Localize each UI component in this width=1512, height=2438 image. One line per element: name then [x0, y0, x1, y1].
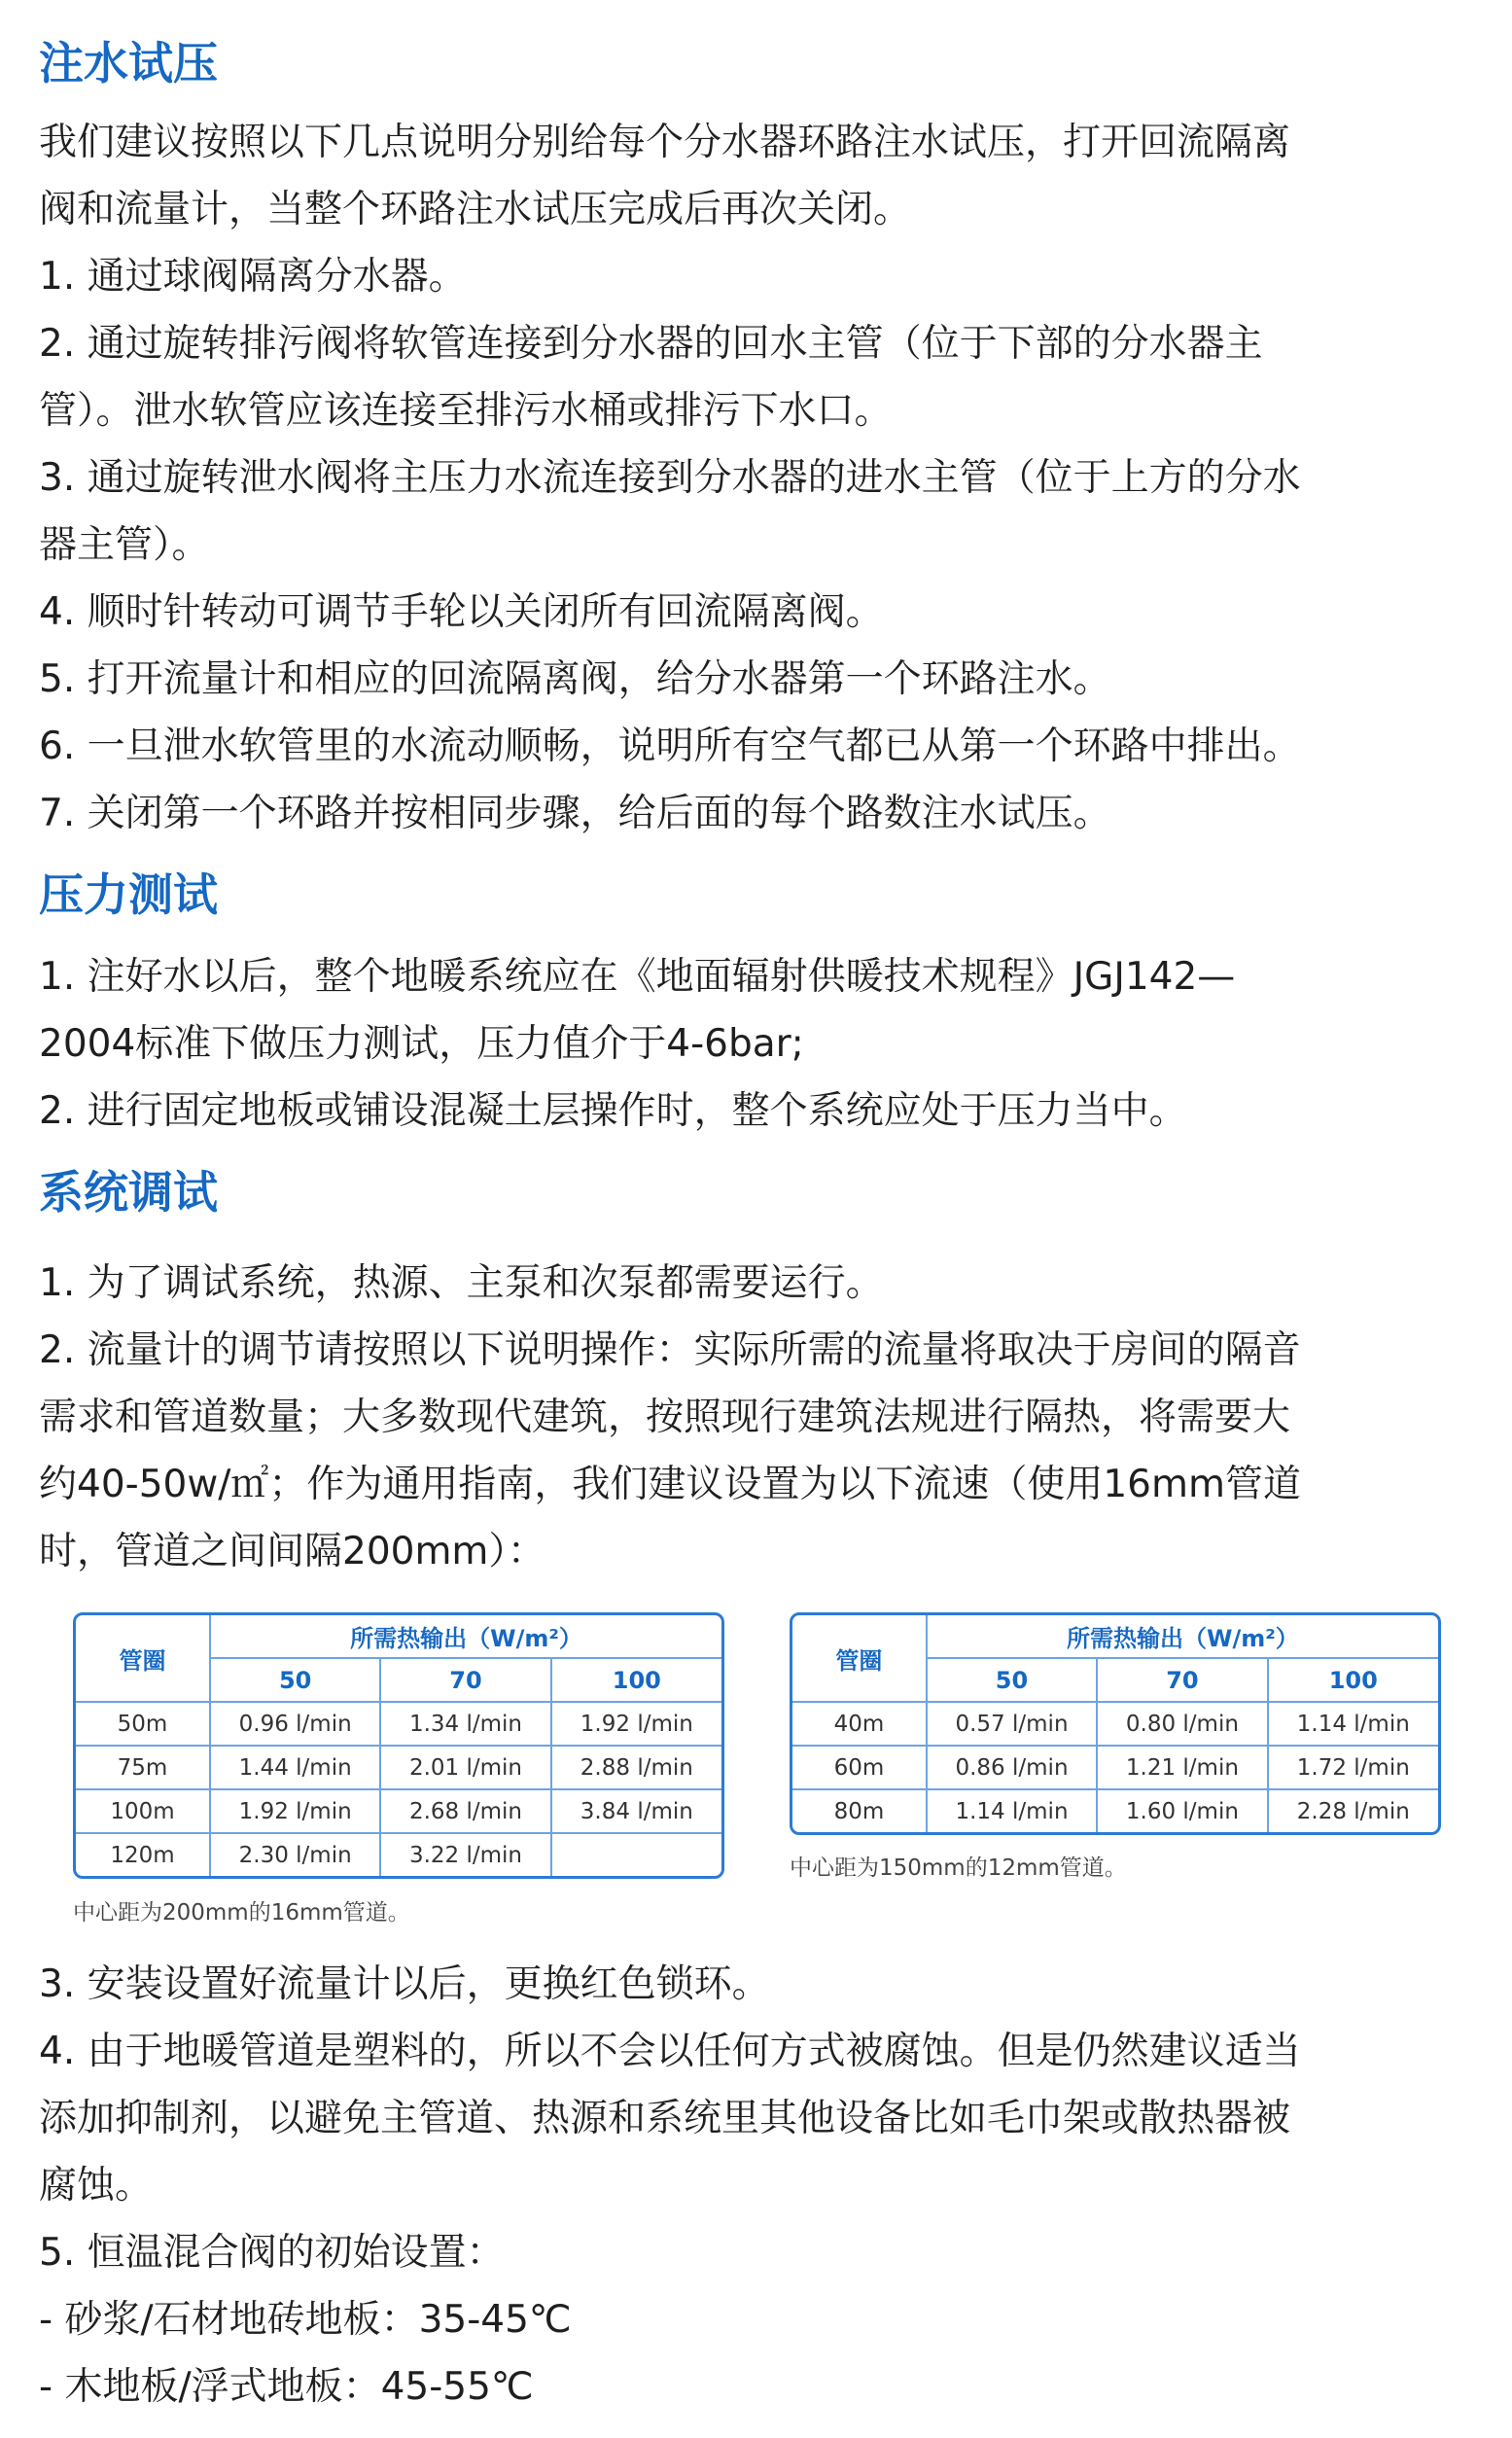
- table-cell: 1.14 l/min: [928, 1790, 1098, 1832]
- table-cell: 50m: [76, 1703, 211, 1747]
- paragraph: 器主管）。: [39, 523, 210, 567]
- table-row: [76, 1834, 721, 1876]
- table-cell: 3.22 l/min: [381, 1834, 551, 1876]
- paragraph: 3. 通过旋转泄水阀将主压力水流连接到分水器的进水主管（位于上方的分水: [39, 456, 1301, 500]
- table-cell: 0.96 l/min: [211, 1703, 381, 1747]
- paragraph: 5. 恒温混合阀的初始设置：: [39, 2231, 505, 2275]
- table-cell: 2.68 l/min: [381, 1790, 551, 1834]
- table-row: [792, 1790, 1438, 1832]
- table-cell: 1.14 l/min: [1269, 1703, 1438, 1747]
- paragraph: 2. 流量计的调节请按照以下说明操作：实际所需的流量将取决于房间的隔音: [39, 1328, 1301, 1372]
- paragraph: 2. 进行固定地板或铺设混凝土层操作时，整个系统应处于压力当中。: [39, 1089, 1187, 1133]
- paragraph: 1. 为了调试系统，热源、主泵和次泵都需要运行。: [39, 1261, 884, 1305]
- table-cell: 0.57 l/min: [928, 1703, 1098, 1747]
- table-cell: 1.92 l/min: [211, 1790, 381, 1834]
- flow-table-12mm-wrap: [790, 1612, 1441, 1835]
- paragraph: 阀和流量计，当整个环路注水试压完成后再次关闭。: [39, 188, 912, 231]
- paragraph: 1. 通过球阀隔离分水器。: [39, 255, 467, 299]
- table-row: [792, 1703, 1438, 1747]
- table-cell: 100m: [76, 1790, 211, 1834]
- table-cell: 80m: [792, 1790, 928, 1832]
- table-group-header: 所需热输出（W/m²）: [928, 1615, 1438, 1659]
- table-cell: 2.88 l/min: [552, 1747, 721, 1790]
- paragraph: 2. 通过旋转排污阀将软管连接到分水器的回水主管（位于下部的分水器主: [39, 322, 1263, 366]
- paragraph: 7. 关闭第一个环路并按相同步骤，给后面的每个路数注水试压。: [39, 792, 1111, 835]
- table-cell: 1.34 l/min: [381, 1703, 551, 1747]
- table-corner-header: 管圈: [792, 1615, 928, 1703]
- table-col-header: 50: [211, 1659, 381, 1703]
- paragraph: 腐蚀。: [39, 2164, 154, 2208]
- table-cell: 2.30 l/min: [211, 1834, 381, 1876]
- table-cell: 60m: [792, 1747, 928, 1790]
- table-col-header: 100: [552, 1659, 721, 1703]
- table-row: [76, 1747, 721, 1790]
- section-title-pressure-test: 压力测试: [39, 868, 218, 921]
- flow-table-12mm: [790, 1612, 1441, 1835]
- table-cell: 75m: [76, 1747, 211, 1790]
- table-cell: 40m: [792, 1703, 928, 1747]
- paragraph: 我们建议按照以下几点说明分别给每个分水器环路注水试压，打开回流隔离: [39, 121, 1291, 164]
- table-row: [76, 1703, 721, 1747]
- table-cell: 1.72 l/min: [1269, 1747, 1438, 1790]
- table-cell: 1.92 l/min: [552, 1703, 721, 1747]
- table-cell: 1.60 l/min: [1098, 1790, 1268, 1832]
- table-caption-12mm: 中心距为150mm的12mm管道。: [790, 1855, 1127, 1881]
- table-cell: 2.28 l/min: [1296, 1798, 1410, 1824]
- flow-table-16mm: [73, 1612, 724, 1879]
- table-cell: 120m: [76, 1834, 211, 1876]
- table-cell: 1.44 l/min: [211, 1747, 381, 1790]
- table-cell: 0.80 l/min: [1098, 1703, 1268, 1747]
- paragraph: - 木地板/浮式地板：45-55℃: [39, 2365, 534, 2409]
- table-corner-header: 管圈: [76, 1615, 211, 1703]
- paragraph: 管）。泄水软管应该连接至排污水桶或排污下水口。: [39, 389, 893, 433]
- paragraph: 时，管道之间间隔200mm）：: [39, 1530, 545, 1573]
- table-row: [76, 1790, 721, 1834]
- paragraph: 5. 打开流量计和相应的回流隔离阀，给分水器第一个环路注水。: [39, 657, 1111, 701]
- table-col-header: 50: [928, 1659, 1098, 1703]
- flow-table-16mm-wrap: [73, 1612, 724, 1879]
- paragraph: 2004标准下做压力测试，压力值介于4-6bar;: [39, 1022, 804, 1066]
- paragraph: 6. 一旦泄水软管里的水流动顺畅，说明所有空气都已从第一个环路中排出。: [39, 724, 1301, 768]
- paragraph: - 砂浆/石材地砖地板：35-45℃: [39, 2298, 572, 2342]
- paragraph: 需求和管道数量；大多数现代建筑，按照现行建筑法规进行隔热，将需要大: [39, 1396, 1291, 1439]
- table-col-header: 70: [1098, 1659, 1268, 1703]
- table-row: [792, 1747, 1438, 1790]
- paragraph: 4. 顺时针转动可调节手轮以关闭所有回流隔离阀。: [39, 590, 884, 634]
- paragraph: 3. 安装设置好流量计以后，更换红色锁环。: [39, 1962, 770, 2006]
- section-title-filling: 注水试压: [39, 37, 218, 89]
- paragraph: 添加抑制剂，以避免主管道、热源和系统里其他设备比如毛巾架或散热器被: [39, 2097, 1291, 2140]
- table-caption-16mm: 中心距为200mm的16mm管道。: [73, 1900, 410, 1926]
- section-title-commissioning: 系统调试: [39, 1166, 218, 1219]
- table-col-header: 70: [381, 1659, 551, 1703]
- table-cell: 2.01 l/min: [381, 1747, 551, 1790]
- paragraph: 4. 由于地暖管道是塑料的，所以不会以任何方式被腐蚀。但是仍然建议适当: [39, 2030, 1301, 2073]
- table-cell: [552, 1834, 721, 1876]
- table-group-header: 所需热输出（W/m²）: [211, 1615, 721, 1659]
- table-cell: 3.84 l/min: [552, 1790, 721, 1834]
- paragraph: 约40-50w/㎡；作为通用指南，我们建议设置为以下流速（使用16mm管道: [39, 1463, 1301, 1506]
- table-cell: 1.21 l/min: [1098, 1747, 1268, 1790]
- table-col-header: 100: [1269, 1659, 1438, 1703]
- paragraph: 1. 注好水以后，整个地暖系统应在《地面辐射供暖技术规程》JGJ142—: [39, 955, 1236, 999]
- table-cell: 0.86 l/min: [928, 1747, 1098, 1790]
